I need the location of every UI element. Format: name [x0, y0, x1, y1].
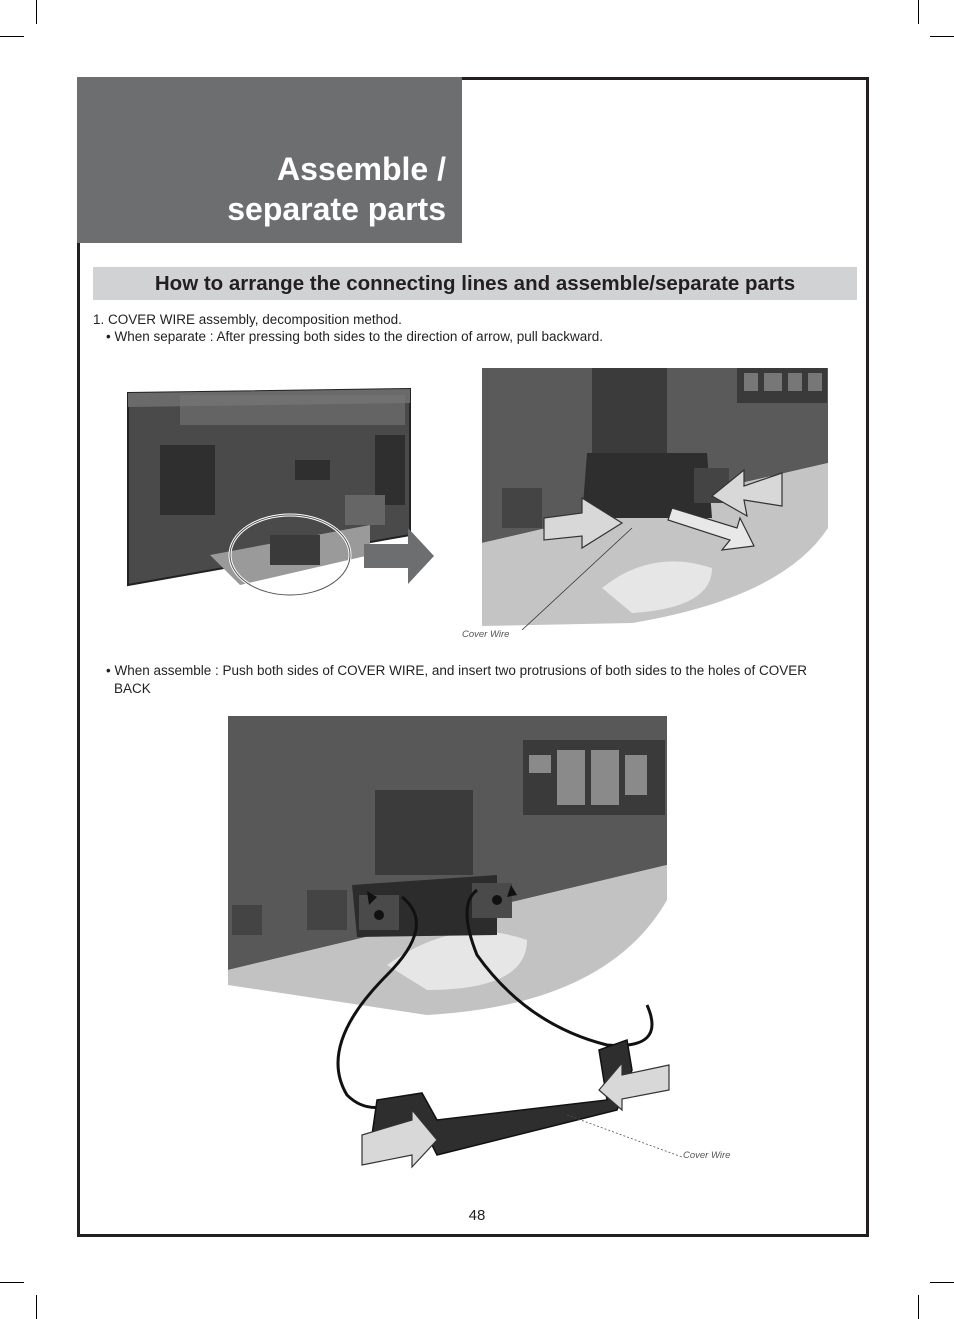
section-heading: How to arrange the connecting lines and assemble/separate parts [154, 271, 796, 295]
page-title-line2: separate parts [227, 191, 446, 227]
cover-wire-caption: Cover Wire [462, 629, 510, 640]
section-heading-bar [93, 267, 857, 300]
crop-mark [918, 0, 919, 24]
page-title-line1: Assemble / [277, 151, 446, 187]
crop-mark [0, 36, 24, 37]
cover-wire-assemble-illustration [227, 715, 737, 1175]
page-title [227, 149, 446, 229]
crop-mark [0, 1282, 24, 1283]
cover-wire-caption-bottom: Cover Wire [683, 1150, 731, 1161]
bullet-assemble-text: • When assemble : Push both sides of COVER WIRE, and insert two protrusions of both sides to the holes of COVER [106, 663, 808, 678]
page-number: 48 [468, 1207, 486, 1224]
crop-mark [930, 1282, 954, 1283]
title-block [77, 77, 462, 243]
crop-mark [36, 0, 37, 24]
step-1-text: 1. COVER WIRE assembly, decomposition method. [93, 312, 402, 327]
bullet-assemble-text-continued: BACK [114, 681, 151, 696]
cover-wire-closeup-illustration [482, 368, 830, 630]
right-arrow-icon [362, 526, 436, 586]
bullet-separate-text: • When separate : After pressing both sides to the direction of arrow, pull backward. [106, 329, 603, 344]
crop-mark [36, 1295, 37, 1319]
crop-mark [930, 36, 954, 37]
crop-mark [918, 1295, 919, 1319]
